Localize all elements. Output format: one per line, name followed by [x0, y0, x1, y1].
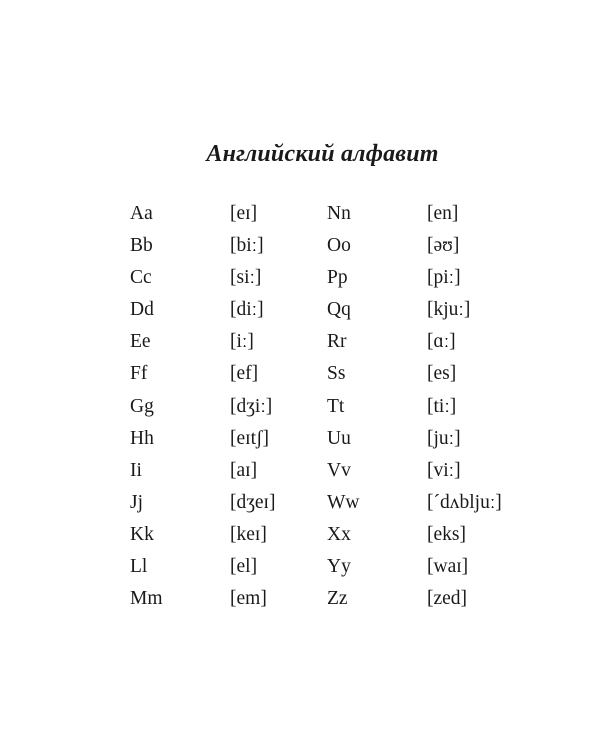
letter-cell: Dd	[130, 299, 154, 321]
transcription-cell: [ˊdʌbljuː]	[427, 491, 502, 513]
page-title: Английский алфавит	[206, 141, 439, 167]
transcription-cell: [ef]	[230, 363, 259, 385]
transcription-cell: [viː]	[427, 459, 461, 481]
transcription-cell: [eɪtʃ]	[230, 427, 269, 449]
transcription-cell: [em]	[230, 588, 267, 610]
letter-cell: Uu	[327, 427, 351, 449]
transcription-cell: [ɑː]	[427, 331, 456, 353]
letter-cell: Qq	[327, 299, 351, 321]
alphabet-row	[130, 299, 530, 331]
letter-cell: Oo	[327, 235, 351, 257]
alphabet-row	[130, 363, 530, 395]
letter-cell: Ee	[130, 331, 151, 353]
letter-cell: Rr	[327, 331, 347, 353]
alphabet-row	[130, 235, 530, 267]
transcription-cell: [es]	[427, 363, 457, 385]
transcription-cell: [dʒiː]	[230, 395, 273, 417]
letter-cell: Bb	[130, 235, 153, 257]
transcription-cell: [kjuː]	[427, 299, 471, 321]
transcription-cell: [siː]	[230, 267, 262, 289]
alphabet-row	[130, 428, 530, 460]
transcription-cell: [aɪ]	[230, 459, 258, 481]
alphabet-row	[130, 460, 530, 492]
transcription-cell: [əʊ]	[427, 235, 460, 257]
transcription-cell: [diː]	[230, 299, 264, 321]
letter-cell: Xx	[327, 523, 351, 545]
alphabet-row	[130, 588, 530, 620]
transcription-cell: [en]	[427, 203, 459, 224]
letter-cell: Aa	[130, 203, 153, 224]
letter-cell: Nn	[327, 203, 351, 224]
transcription-cell: [piː]	[427, 267, 461, 289]
transcription-cell: [keɪ]	[230, 523, 267, 545]
transcription-cell: [juː]	[427, 427, 461, 449]
alphabet-row	[130, 492, 530, 524]
alphabet-row	[130, 396, 530, 428]
letter-cell: Tt	[327, 395, 345, 417]
letter-cell: Yy	[327, 556, 351, 578]
transcription-cell: [waɪ]	[427, 556, 469, 578]
transcription-cell: [tiː]	[427, 395, 457, 417]
transcription-cell: [dʒeɪ]	[230, 491, 276, 513]
letter-cell: Hh	[130, 427, 154, 449]
letter-cell: Ll	[130, 556, 148, 578]
transcription-cell: [eɪ]	[230, 203, 258, 224]
letter-cell: Zz	[327, 588, 348, 610]
letter-cell: Ff	[130, 363, 148, 385]
letter-cell: Jj	[130, 491, 144, 513]
alphabet-row	[130, 331, 530, 363]
transcription-cell: [el]	[230, 556, 258, 578]
letter-cell: Ii	[130, 459, 142, 481]
transcription-cell: [iː]	[230, 331, 254, 353]
alphabet-row	[130, 556, 530, 588]
alphabet-row	[130, 267, 530, 299]
letter-cell: Cc	[130, 267, 152, 289]
letter-cell: Mm	[130, 588, 163, 610]
letter-cell: Gg	[130, 395, 154, 417]
alphabet-row	[130, 203, 530, 235]
letter-cell: Ww	[327, 491, 360, 513]
letter-cell: Ss	[327, 363, 346, 385]
letter-cell: Vv	[327, 459, 351, 481]
letter-cell: Kk	[130, 523, 154, 545]
letter-cell: Pp	[327, 267, 348, 289]
alphabet-table	[130, 203, 530, 620]
transcription-cell: [biː]	[230, 235, 264, 257]
alphabet-row	[130, 524, 530, 556]
transcription-cell: [eks]	[427, 523, 466, 545]
transcription-cell: [zed]	[427, 588, 468, 610]
